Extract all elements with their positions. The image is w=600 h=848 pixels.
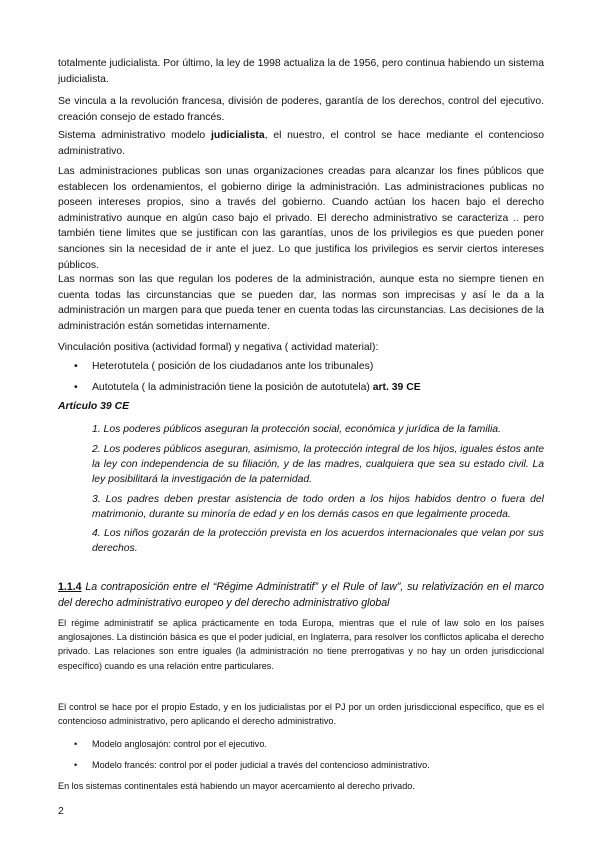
- article-clause-1: 1. Los poderes públicos aseguran la protección social, económica y jurídica de la familia.: [92, 424, 501, 435]
- paragraph-4: Las administraciones publicas son unas organizaciones creadas para alcanzar los fines públicos que establecen los ordenamientos, el gobierno dirige la administración. Las administraciones publicas no poseen intereses propios, sino a través del gobierno. Cuando actúan los hacen bajo el derecho administrativo aunque en algún caso bajo el privado. El derecho administrativo se caracteriza .. pero también tiene limites que se justifican con las garantías, unos de los privilegios es que pueden poner sanciones sin la necesidad de ir ante el juez. Lo que justifica los privilegios es servir ciertos intereses públicos.: [58, 166, 544, 271]
- list-item: [74, 758, 544, 774]
- paragraph-3-bold: judicialista: [210, 130, 265, 141]
- paragraph-3-text-a: Sistema administrativo modelo: [58, 130, 211, 141]
- paragraph-3-text-c: , el nuestro, el control se hace mediante el contencioso administrativo.: [58, 130, 544, 157]
- bullet-icon: •: [74, 739, 78, 749]
- page-number: 2: [58, 806, 64, 817]
- list-item-text: Autotutela ( la administración tiene la posición de autotutela): [92, 382, 373, 393]
- bullet-icon: •: [74, 382, 78, 393]
- list-item: [74, 737, 544, 753]
- list-item-text: Modelo francés: control por el poder judicial a través del contencioso administrativo.: [92, 760, 430, 770]
- paragraph-9: En los sistemas continentales está habiendo un mayor acercamiento al derecho privado.: [58, 781, 415, 791]
- paragraph-1: totalmente judicialista. Por último, la ley de 1998 actualiza la de 1956, pero continua habiendo un sistema judicialista.: [58, 58, 544, 85]
- list-item-bold: art. 39 CE: [372, 382, 421, 393]
- article-title: Artículo 39 CE: [58, 401, 130, 412]
- article-clause-3: 3. Los padres deben prestar asistencia de todo orden a los hijos habidos dentro o fuera del matrimonio, durante su minoría de edad y en los demás casos en que legalmente proceda.: [92, 494, 544, 521]
- list-item-text: Heterotutela ( posición de los ciudadanos ante los tribunales): [92, 361, 374, 372]
- paragraph-2: Se vincula a la revolución francesa, división de poderes, garantía de los derechos, control del ejecutivo. creación consejo de estado francés.: [58, 96, 544, 123]
- paragraph-5: Las normas son las que regulan los poderes de la administración, aunque esta no siempre tienen en cuenta todas las circunstancias que se pueden dar, las normas son imprecisas y así le da a la administración un margen para que pueda tener en cuenta todas las circunstancias. Las decisiones de la administración están sometidas internamente.: [58, 274, 544, 332]
- section-title: La contraposición entre el “Régime Administratif” y el Rule of law”, su relativización en el marco del derecho administrativo europeo y del derecho administrativo global: [58, 581, 544, 609]
- bullet-icon: •: [74, 760, 78, 770]
- list-item-text: Modelo anglosajón: control por el ejecutivo.: [92, 739, 267, 749]
- article-clause-2: 2. Los poderes públicos aseguran, asimismo, la protección integral de los hijos, iguales éstos ante la ley con independencia de su filiación, y de las madres, cualquiera que sea su estado civil. La ley posibilitará la investigación de la paternidad.: [92, 444, 544, 486]
- list-item: [74, 359, 544, 375]
- section-heading: [58, 580, 544, 611]
- section-number: 1.1.4: [58, 581, 82, 593]
- paragraph-6: Vinculación positiva (actividad formal) y negativa ( actividad material):: [58, 342, 379, 353]
- paragraph-8: El control se hace por el propio Estado, y en los judicialistas por el PJ por un orden jurisdiccional específico, que es el contencioso administrativo, pero aplicando el derecho administrativo.: [58, 702, 544, 727]
- paragraph-7: El régime administratif se aplica prácticamente en toda Europa, mientras que el rule of law solo en los países anglosajones. La distinción básica es que el poder judicial, en Inglaterra, para resolver los conflictos aplicaba el derecho privado. Las relaciones son entre iguales (la administración no tiene prerrogativas y no hay un orden jurisdiccional específico) cuando es una relación entre particulares.: [58, 618, 544, 671]
- bullet-icon: •: [74, 361, 78, 372]
- article-clause-4: 4. Los niños gozarán de la protección prevista en los acuerdos internacionales que velan por sus derechos.: [92, 528, 544, 555]
- list-item: [74, 380, 544, 396]
- paragraph-3: [58, 128, 544, 159]
